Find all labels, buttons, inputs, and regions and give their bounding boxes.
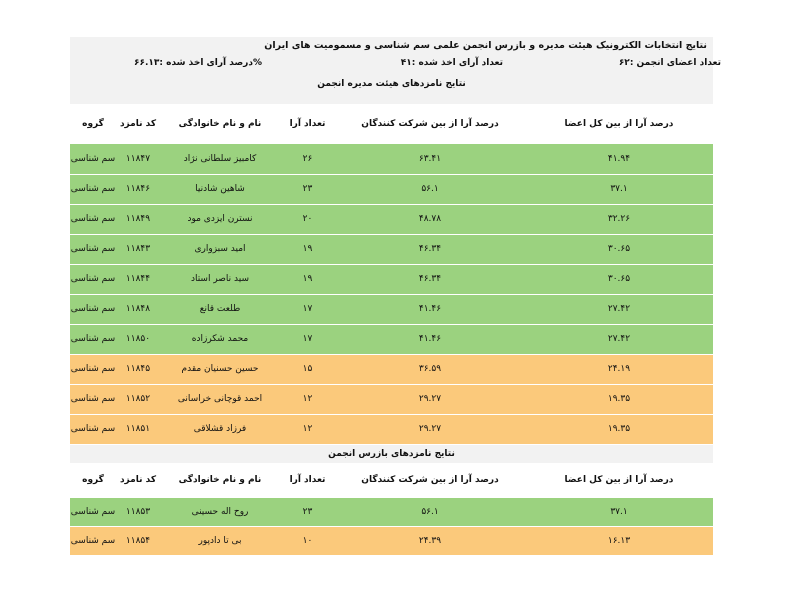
cell-code: ۱۱۸۴۶ — [116, 174, 160, 204]
cell-votes: ۱۵ — [280, 354, 335, 384]
cell-percent-participants: ۵۶.۱ — [335, 498, 525, 527]
cell-group: سم شناسی — [70, 264, 116, 294]
cell-percent-all: ۳۲.۲۶ — [525, 204, 713, 234]
cell-code: ۱۱۸۴۵ — [116, 354, 160, 384]
cell-group: سم شناسی — [70, 174, 116, 204]
cell-name: احمد قوچانی خراسانی — [160, 384, 280, 414]
col-header-percent-all: درصد آرا از بین کل اعضا — [525, 463, 713, 498]
cell-percent-participants: ۲۹.۲۷ — [335, 414, 525, 444]
cell-percent-participants: ۲۹.۲۷ — [335, 384, 525, 414]
cell-votes: ۱۲ — [280, 384, 335, 414]
table-row — [70, 527, 713, 556]
cell-code: ۱۱۸۵۲ — [116, 384, 160, 414]
cell-group: سم شناسی — [70, 384, 116, 414]
table-row — [70, 234, 713, 264]
cell-name: طلعت قانع — [160, 294, 280, 324]
cell-votes: ۲۳ — [280, 174, 335, 204]
cell-percent-participants: ۲۴.۳۹ — [335, 527, 525, 556]
table-row — [70, 354, 713, 384]
cell-votes: ۱۹ — [280, 264, 335, 294]
col-header-votes: تعداد آرا — [280, 104, 335, 144]
cell-code: ۱۱۸۴۴ — [116, 264, 160, 294]
members-count: تعداد اعضای انجمن :۶۲ — [618, 58, 721, 68]
cell-name: امید سبزواری — [160, 234, 280, 264]
cell-code: ۱۱۸۵۳ — [116, 498, 160, 527]
board-subtitle: نتایج نامزدهای هیئت مدیره انجمن — [70, 74, 713, 94]
col-header-votes: تعداد آرا — [280, 463, 335, 498]
cell-name: نسترن ایزدی مود — [160, 204, 280, 234]
cell-percent-participants: ۵۶.۱ — [335, 174, 525, 204]
col-header-percent-participants: درصد آرا از بین شرکت کنندگان — [335, 463, 525, 498]
table-row — [70, 498, 713, 527]
cell-name: روح اله حسینی — [160, 498, 280, 527]
cell-code: ۱۱۸۴۹ — [116, 204, 160, 234]
cell-percent-all: ۳۰.۶۵ — [525, 234, 713, 264]
cell-percent-all: ۱۶.۱۳ — [525, 527, 713, 556]
cell-name: کامبیز سلطانی نژاد — [160, 144, 280, 174]
table-row — [70, 264, 713, 294]
cell-code: ۱۱۸۵۴ — [116, 527, 160, 556]
results-sheet — [70, 37, 721, 556]
col-header-code: کد نامزد — [116, 463, 160, 498]
inspector-header-row — [70, 463, 713, 498]
table-row — [70, 174, 713, 204]
cell-votes: ۱۹ — [280, 234, 335, 264]
votes-percent: درصد آرای اخذ شده :۶۶.۱۳% — [134, 58, 262, 68]
table-row — [70, 414, 713, 444]
col-header-name: نام و نام خانوادگی — [160, 104, 280, 144]
inspector-table-body — [70, 498, 713, 556]
cell-name: فرزاد قشلاقی — [160, 414, 280, 444]
inspector-results-table — [70, 463, 713, 557]
cell-percent-all: ۳۷.۱ — [525, 174, 713, 204]
table-row — [70, 324, 713, 354]
cell-votes: ۲۳ — [280, 498, 335, 527]
cell-group: سم شناسی — [70, 294, 116, 324]
board-results-table — [70, 104, 713, 445]
cell-group: سم شناسی — [70, 527, 116, 556]
cell-votes: ۱۰ — [280, 527, 335, 556]
col-header-group: گروه — [70, 104, 116, 144]
cell-percent-participants: ۴۱.۴۶ — [335, 294, 525, 324]
page-title: نتایج انتخابات الکترونیک هیئت مدیره و بازرس انجمن علمی سم شناسی و مسمومیت های ایران — [70, 37, 713, 54]
cell-percent-all: ۲۷.۴۲ — [525, 324, 713, 354]
col-header-name: نام و نام خانوادگی — [160, 463, 280, 498]
table-row — [70, 204, 713, 234]
cell-group: سم شناسی — [70, 498, 116, 527]
cell-percent-participants: ۴۱.۴۶ — [335, 324, 525, 354]
cell-percent-all: ۲۴.۱۹ — [525, 354, 713, 384]
cell-percent-all: ۳۷.۱ — [525, 498, 713, 527]
cell-name: بی تا دادپور — [160, 527, 280, 556]
cell-group: سم شناسی — [70, 354, 116, 384]
cell-percent-participants: ۶۳.۴۱ — [335, 144, 525, 174]
board-header-row — [70, 104, 713, 144]
cell-name: شاهین شادنیا — [160, 174, 280, 204]
cell-name: حسین حسنیان مقدم — [160, 354, 280, 384]
cell-name: محمد شکرزاده — [160, 324, 280, 354]
cell-code: ۱۱۸۴۷ — [116, 144, 160, 174]
table-row — [70, 384, 713, 414]
col-header-group: گروه — [70, 463, 116, 498]
cell-votes: ۲۰ — [280, 204, 335, 234]
cell-percent-participants: ۳۶.۵۹ — [335, 354, 525, 384]
votes-count: تعداد آرای اخذ شده :۴۱ — [400, 58, 503, 68]
table-row — [70, 294, 713, 324]
cell-percent-all: ۴۱.۹۴ — [525, 144, 713, 174]
cell-percent-participants: ۴۶.۳۴ — [335, 234, 525, 264]
cell-code: ۱۱۸۴۸ — [116, 294, 160, 324]
inspector-subtitle: نتایج نامزدهای بازرس انجمن — [70, 445, 713, 463]
cell-votes: ۲۶ — [280, 144, 335, 174]
cell-name: سید ناصر استاد — [160, 264, 280, 294]
cell-code: ۱۱۸۵۱ — [116, 414, 160, 444]
col-header-code: کد نامزد — [116, 104, 160, 144]
cell-percent-participants: ۴۶.۳۴ — [335, 264, 525, 294]
cell-code: ۱۱۸۴۳ — [116, 234, 160, 264]
cell-percent-all: ۲۷.۴۲ — [525, 294, 713, 324]
summary-row — [70, 54, 721, 74]
col-header-percent-participants: درصد آرا از بین شرکت کنندگان — [335, 104, 525, 144]
cell-percent-all: ۱۹.۳۵ — [525, 384, 713, 414]
cell-group: سم شناسی — [70, 204, 116, 234]
col-header-percent-all: درصد آرا از بین کل اعضا — [525, 104, 713, 144]
cell-code: ۱۱۸۵۰ — [116, 324, 160, 354]
cell-votes: ۱۷ — [280, 324, 335, 354]
cell-percent-all: ۳۰.۶۵ — [525, 264, 713, 294]
cell-percent-all: ۱۹.۳۵ — [525, 414, 713, 444]
cell-group: سم شناسی — [70, 324, 116, 354]
divider — [70, 94, 713, 104]
cell-group: سم شناسی — [70, 234, 116, 264]
cell-percent-participants: ۴۸.۷۸ — [335, 204, 525, 234]
cell-votes: ۱۲ — [280, 414, 335, 444]
cell-group: سم شناسی — [70, 144, 116, 174]
cell-group: سم شناسی — [70, 414, 116, 444]
table-row — [70, 144, 713, 174]
cell-votes: ۱۷ — [280, 294, 335, 324]
board-table-body — [70, 144, 713, 444]
